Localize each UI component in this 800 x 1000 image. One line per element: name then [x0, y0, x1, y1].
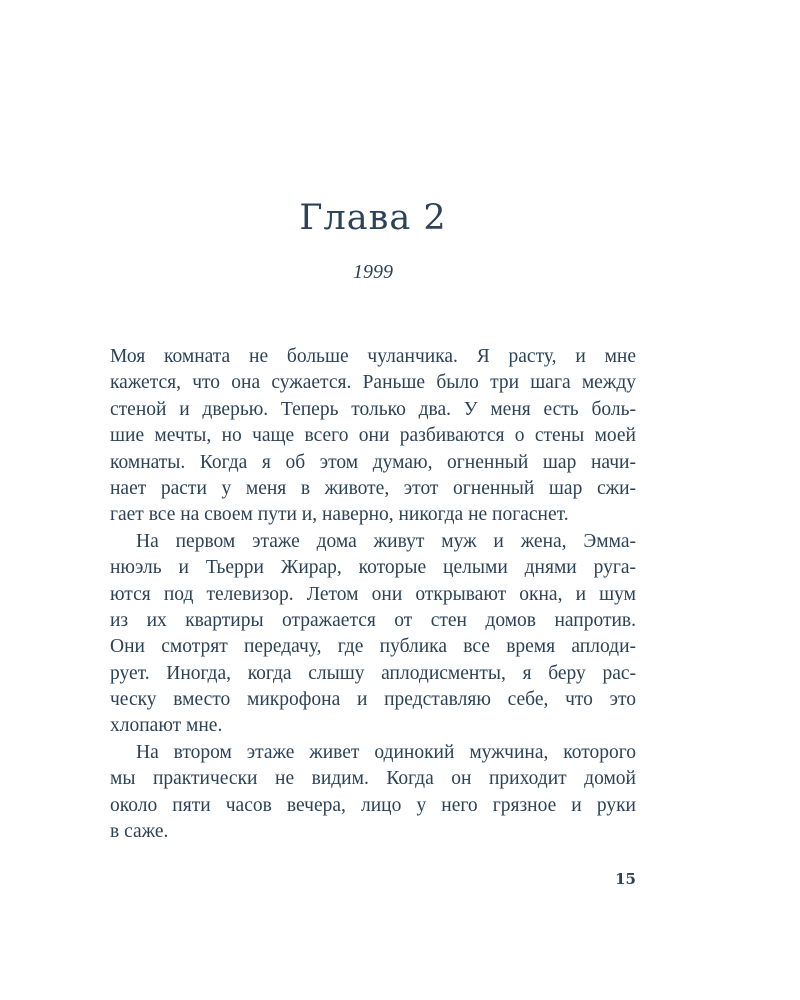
- chapter-title: Глава 2: [299, 198, 447, 238]
- chapter-year: 1999: [353, 261, 393, 283]
- text-line: Моя комната не больше чуланчика. Я расту, и мне: [110, 346, 636, 367]
- text-line: нюэль и Тьерри Жирар, которые целыми днями руга-: [110, 557, 636, 579]
- text-line: комнаты. Когда я об этом думаю, огненный шар начи-: [110, 451, 636, 473]
- text-line: На втором этаже живет одинокий мужчина, которого: [136, 741, 636, 763]
- text-line: Они смотрят передачу, где публика все время аплоди-: [110, 636, 636, 658]
- text-line: мы практически не видим. Когда он приходит домой: [110, 768, 636, 790]
- text-line: гает все на своем пути и, наверно, никогда не погаснет.: [110, 504, 569, 526]
- body-text: [110, 344, 636, 845]
- text-line: рует. Иногда, когда слышу аплодисменты, я беру рас-: [110, 662, 636, 684]
- text-line: в саже.: [110, 821, 169, 843]
- text-line: около пяти часов вечера, лицо у него грязное и руки: [110, 794, 636, 816]
- text-line: нает расти у меня в животе, этот огненный шар сжи-: [110, 477, 636, 499]
- text-line: ческу вместо микрофона и представляю себе, что это: [110, 689, 636, 711]
- text-line: кажется, что она сужается. Раньше было три шага между: [110, 372, 636, 394]
- text-line: шие мечты, но чаще всего они разбиваются о стены моей: [110, 425, 636, 447]
- page-number: 15: [615, 870, 636, 888]
- text-line: ются под телевизор. Летом они открывают окна, и шум: [110, 583, 636, 605]
- text-line: из их квартиры отражается от стен домов напротив.: [110, 609, 636, 631]
- text-line: стеной и дверью. Теперь только два. У меня есть боль-: [110, 398, 636, 420]
- text-line: хлопают мне.: [110, 715, 223, 737]
- text-line: На первом этаже дома живут муж и жена, Эмма-: [136, 530, 636, 552]
